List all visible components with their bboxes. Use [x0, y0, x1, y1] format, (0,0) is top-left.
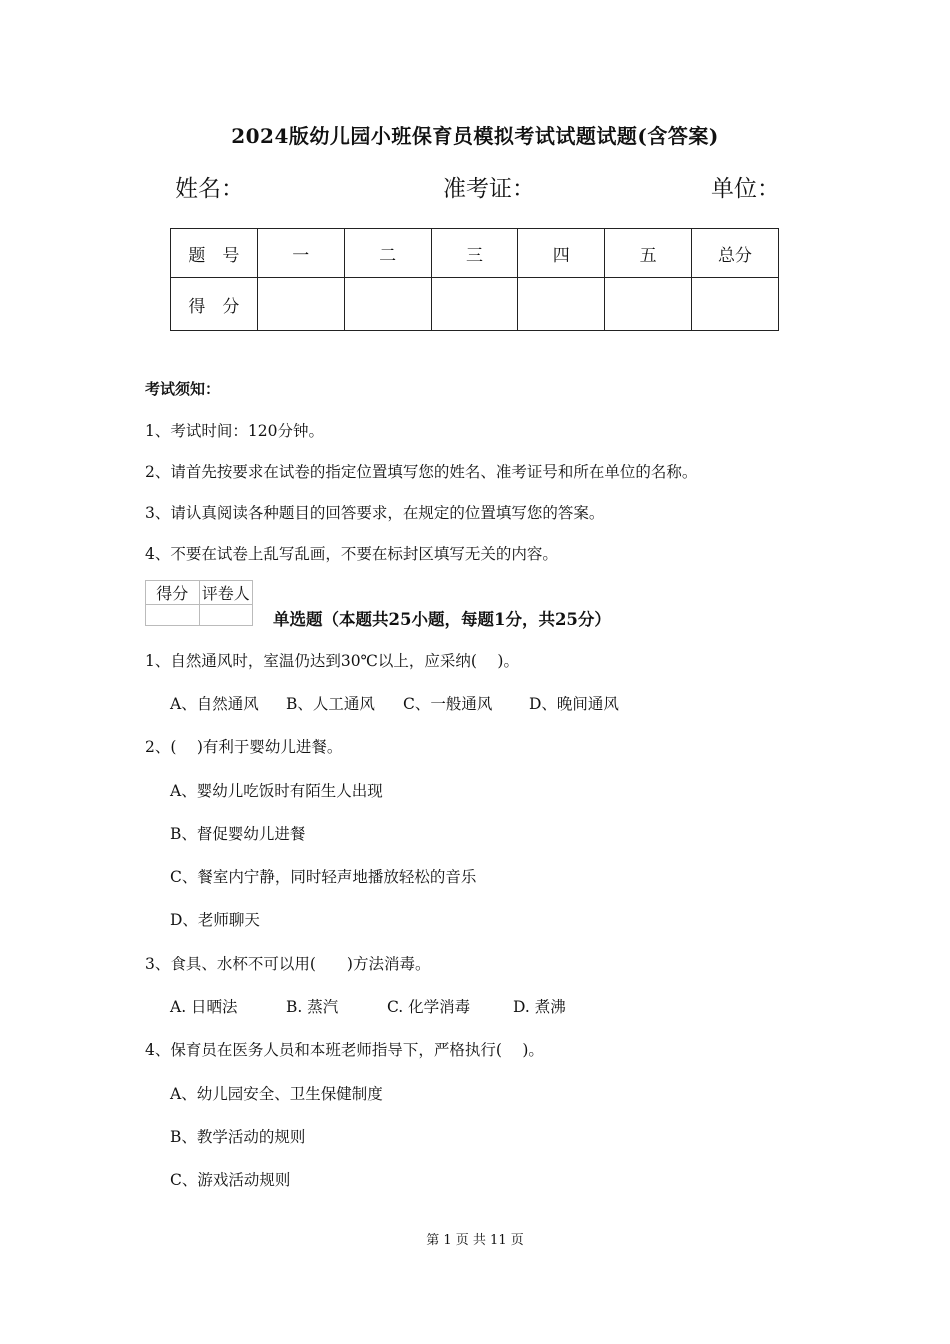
option[interactable]: A、婴幼儿吃饭时有陌生人出现 [170, 782, 383, 800]
score-header-cell: 三 [431, 229, 518, 278]
option[interactable]: A. 日晒法 [170, 998, 238, 1016]
notice-item: 4、不要在试卷上乱写乱画，不要在标封区填写无关的内容。 [145, 545, 558, 563]
question-stem: 4、保育员在医务人员和本班老师指导下，严格执行( )。 [145, 1041, 544, 1059]
notice-heading: 考试须知： [145, 380, 221, 398]
question-stem: 1、自然通风时，室温仍达到30℃以上，应采纳( )。 [145, 652, 519, 670]
score-table-header-row [171, 229, 779, 278]
option[interactable]: C. 化学消毒 [387, 998, 471, 1016]
score-header-cell: 一 [257, 229, 344, 278]
grader-name-cell[interactable] [199, 605, 253, 626]
page-footer: 第 1 页 共 11 页 [426, 1233, 524, 1248]
option[interactable]: C、餐室内宁静，同时轻声地播放轻松的音乐 [170, 868, 477, 886]
score-input-cell[interactable] [518, 278, 605, 331]
score-input-cell[interactable] [692, 278, 779, 331]
option[interactable]: D、晚间通风 [529, 695, 619, 713]
notice-item: 2、请首先按要求在试卷的指定位置填写您的姓名、准考证号和所在单位的名称。 [145, 463, 698, 481]
option[interactable]: D、老师聊天 [170, 911, 260, 929]
option[interactable]: C、游戏活动规则 [170, 1171, 291, 1189]
grader-score-label: 得分 [146, 581, 200, 605]
score-input-cell[interactable] [257, 278, 344, 331]
score-header-cell: 题 号 [171, 229, 258, 278]
score-header-cell: 五 [605, 229, 692, 278]
score-table-value-row [171, 278, 779, 331]
grader-score-cell[interactable] [146, 605, 200, 626]
option[interactable]: B、教学活动的规则 [170, 1128, 306, 1146]
score-row-label: 得 分 [171, 278, 258, 331]
exam-id-field-label: 准考证： [443, 176, 535, 202]
score-input-cell[interactable] [605, 278, 692, 331]
option[interactable]: A、幼儿园安全、卫生保健制度 [170, 1085, 383, 1103]
option-row [170, 995, 566, 1017]
score-input-cell[interactable] [344, 278, 431, 331]
grader-box [145, 580, 253, 626]
score-table [170, 228, 779, 331]
score-header-cell: 总分 [692, 229, 779, 278]
notice-item: 3、请认真阅读各种题目的回答要求，在规定的位置填写您的答案。 [145, 504, 605, 522]
unit-field-label: 单位： [711, 176, 780, 202]
grader-name-label: 评卷人 [199, 581, 253, 605]
question-stem: 2、( )有利于婴幼儿进餐。 [145, 738, 343, 756]
name-field-label: 姓名： [175, 176, 244, 202]
option[interactable]: D. 煮沸 [513, 998, 566, 1016]
notice-item: 1、考试时间：120分钟。 [145, 422, 324, 440]
section-title: 单选题（本题共25小题，每题1分，共25分） [273, 610, 611, 629]
option[interactable]: B. 蒸汽 [286, 998, 339, 1016]
page-title: 2024版幼儿园小班保育员模拟考试试题试题(含答案) [231, 124, 719, 148]
option[interactable]: A、自然通风 [170, 695, 259, 713]
option-row [170, 692, 619, 714]
score-input-cell[interactable] [431, 278, 518, 331]
option[interactable]: B、人工通风 [286, 695, 375, 713]
score-header-cell: 二 [344, 229, 431, 278]
option[interactable]: B、督促婴幼儿进餐 [170, 825, 306, 843]
score-header-cell: 四 [518, 229, 605, 278]
question-stem: 3、食具、水杯不可以用( )方法消毒。 [145, 955, 431, 973]
option[interactable]: C、一般通风 [403, 695, 493, 713]
